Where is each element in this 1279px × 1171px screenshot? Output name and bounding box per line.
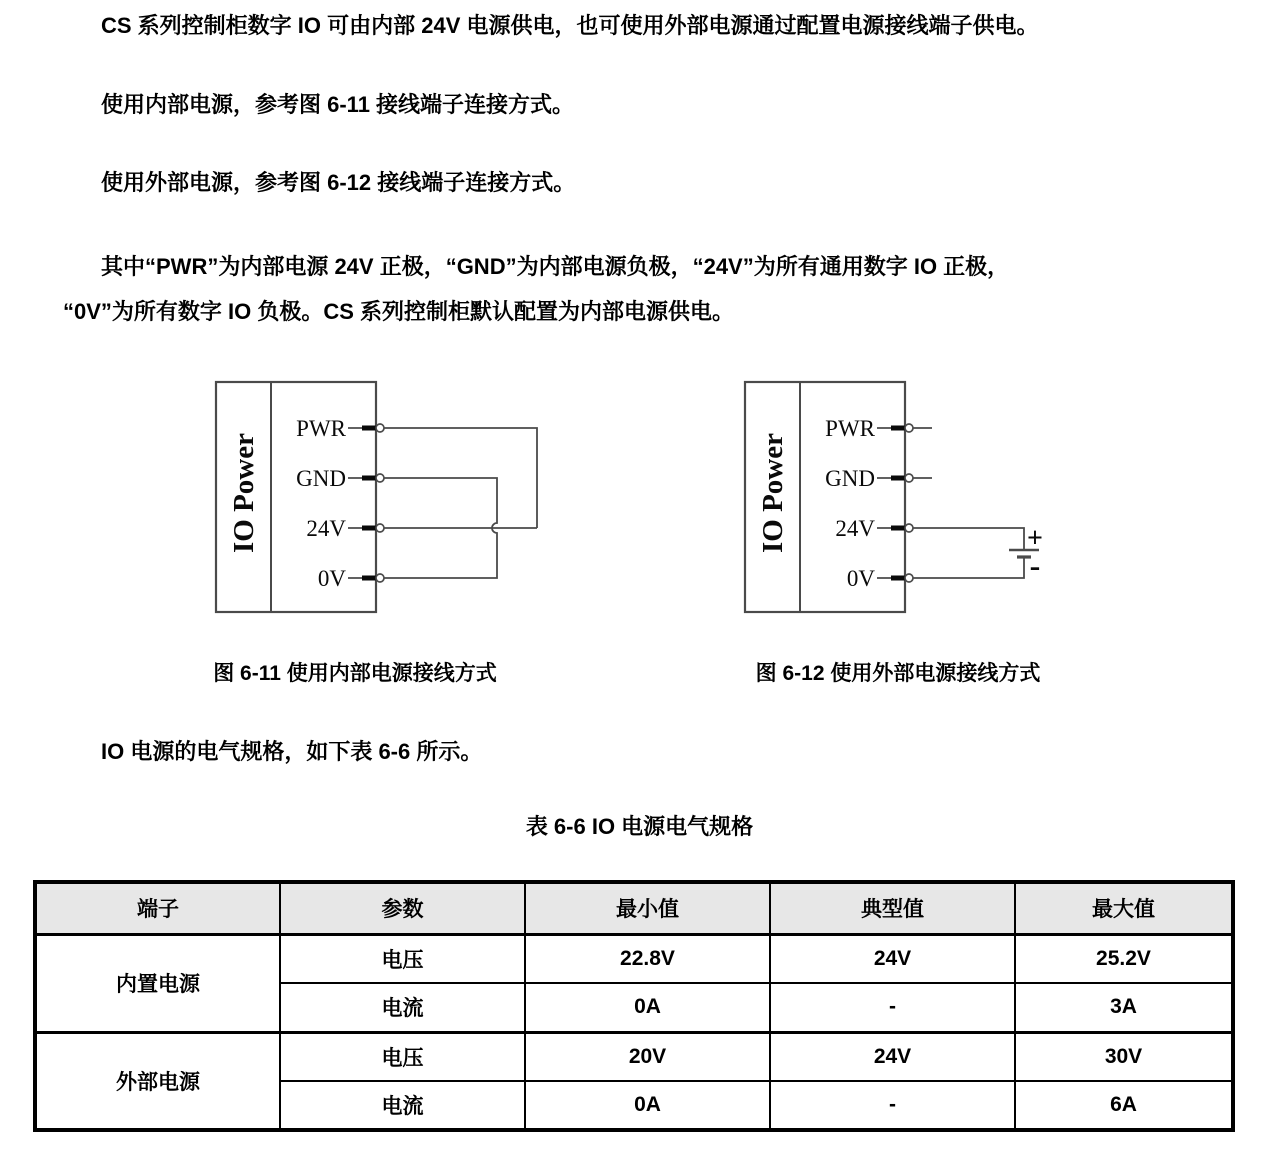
figure-internal-power-wiring	[200, 375, 560, 620]
battery-minus-label: -	[1029, 547, 1041, 583]
cell-max: 6A	[1015, 1081, 1233, 1130]
cell-terminal-external: 外部电源	[35, 1032, 280, 1130]
terminal-node	[376, 424, 384, 432]
terminal-label-0v: 0V	[846, 566, 875, 591]
cell-max: 3A	[1015, 983, 1233, 1032]
cell-min: 0A	[525, 1081, 770, 1130]
terminal-label-gnd: GND	[825, 466, 875, 491]
terminal-label-pwr: PWR	[296, 416, 346, 441]
cell-max: 30V	[1015, 1032, 1233, 1081]
cell-min: 0A	[525, 983, 770, 1032]
terminal-node	[376, 524, 384, 532]
terminal-node	[905, 524, 913, 532]
header-min: 最小值	[525, 882, 770, 934]
paragraph-internal-power-ref: 使用内部电源，参考图 6-11 接线端子连接方式。	[101, 92, 575, 117]
terminal-node	[905, 574, 913, 582]
io-power-label: IO Power	[757, 433, 789, 553]
cell-parameter: 电压	[280, 1032, 525, 1081]
battery-plus-label: +	[1027, 523, 1043, 554]
header-row	[35, 882, 1233, 934]
cell-terminal-internal: 内置电源	[35, 934, 280, 1032]
io-power-spec-table	[33, 880, 1235, 1132]
cell-typical: 24V	[770, 934, 1015, 983]
cell-min: 22.8V	[525, 934, 770, 983]
cell-parameter: 电压	[280, 934, 525, 983]
terminal-node	[376, 574, 384, 582]
cell-typical: -	[770, 983, 1015, 1032]
terminal-node	[376, 474, 384, 482]
table-row	[35, 934, 1233, 983]
paragraph-table-ref: IO 电源的电气规格，如下表 6-6 所示。	[101, 739, 483, 764]
cell-parameter: 电流	[280, 983, 525, 1032]
terminal-label-24v: 24V	[835, 516, 875, 541]
wire-battery-to-0v	[913, 557, 1024, 578]
terminal-label-gnd: GND	[296, 466, 346, 491]
header-typical: 典型值	[770, 882, 1015, 934]
paragraph-external-power-ref: 使用外部电源，参考图 6-12 接线端子连接方式。	[101, 170, 576, 195]
terminal-node	[905, 424, 913, 432]
cell-typical: 24V	[770, 1032, 1015, 1081]
terminal-node	[905, 474, 913, 482]
battery-symbol	[1009, 523, 1043, 583]
header-terminal: 端子	[35, 882, 280, 934]
header-max: 最大值	[1015, 882, 1233, 934]
table-row	[35, 1032, 1233, 1081]
figure-caption-6-11: 图 6-11 使用内部电源接线方式	[213, 662, 497, 685]
terminal-label-pwr: PWR	[825, 416, 875, 441]
paragraph-power-overview: CS 系列控制柜数字 IO 可由内部 24V 电源供电，也可使用外部电源通过配置电源接线端子供电。	[101, 13, 1039, 38]
paragraph-terminal-definitions-line2: “0V”为所有数字 IO 负极。CS 系列控制柜默认配置为内部电源供电。	[63, 299, 735, 324]
cell-parameter: 电流	[280, 1081, 525, 1130]
cell-max: 25.2V	[1015, 934, 1233, 983]
wire-24v-to-battery	[913, 528, 1024, 550]
terminal-label-24v: 24V	[306, 516, 346, 541]
figure-caption-6-12: 图 6-12 使用外部电源接线方式	[755, 662, 1041, 685]
terminal-label-0v: 0V	[317, 566, 346, 591]
header-parameter: 参数	[280, 882, 525, 934]
io-power-label: IO Power	[228, 433, 260, 553]
table-title: 表 6-6 IO 电源电气规格	[525, 814, 754, 839]
cell-typical: -	[770, 1081, 1015, 1130]
figure-external-power-wiring	[729, 375, 1089, 620]
paragraph-terminal-definitions-line1: 其中“PWR”为内部电源 24V 正极，“GND”为内部电源负极，“24V”为所有通用数字 IO 正极，	[101, 254, 1010, 279]
cell-min: 20V	[525, 1032, 770, 1081]
